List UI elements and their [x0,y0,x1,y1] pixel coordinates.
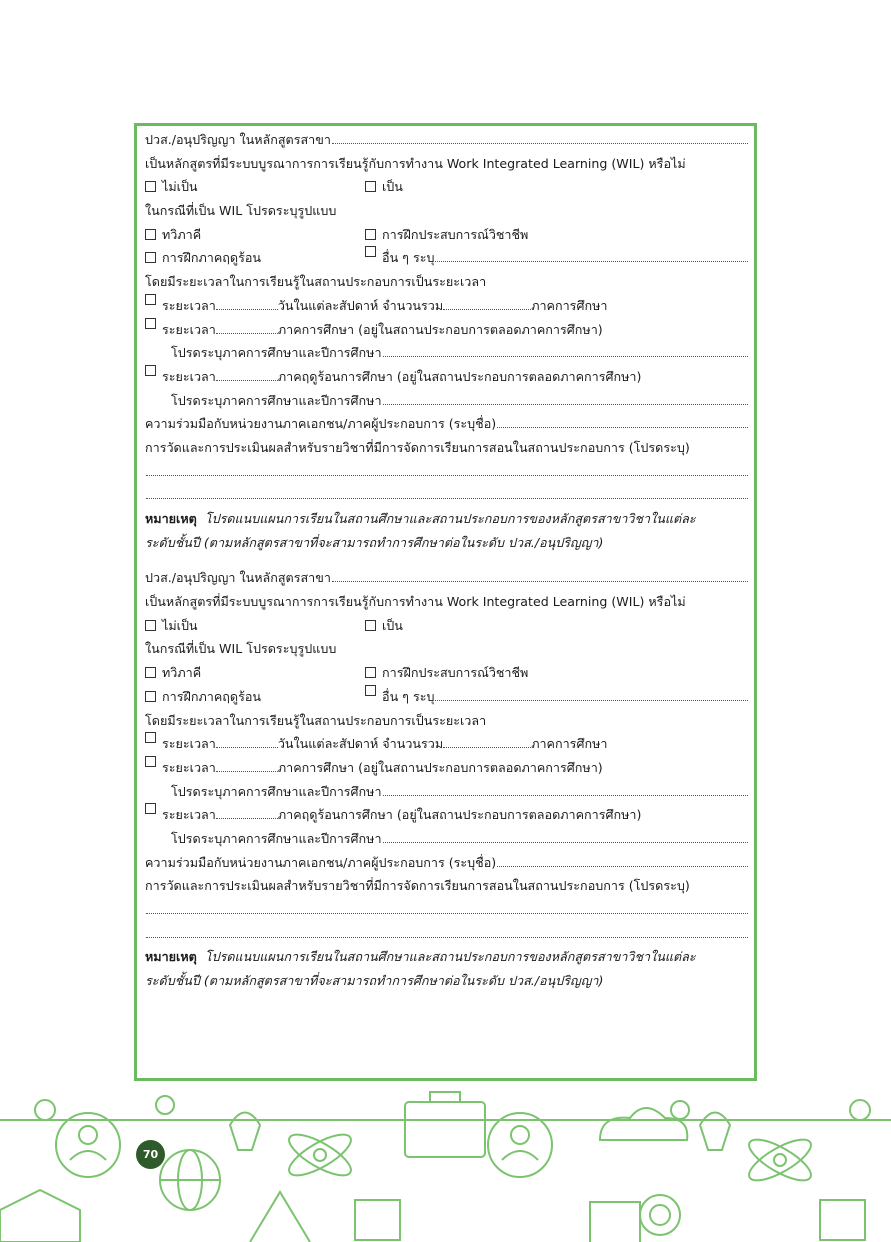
eval-row [145,436,748,460]
gear-icon [35,1100,55,1120]
duration-row [145,756,748,780]
wil-question-text: เป็นหลักสูตรที่มีระบบบูรณาการการเรียนรู้กับการทำงาน Work Integrated Learning (WIL) หรือไม่ [145,155,686,171]
option-row [145,223,748,247]
option-prof-label: การฝึกประสบการณ์วิชาชีพ [382,665,529,681]
checkbox-summer[interactable] [145,252,156,263]
program-label: ปวส./อนุปริญญา ในหลักสูตรสาขา [145,132,331,147]
option-row [145,175,748,199]
spec-label: โปรดระบุภาคการศึกษาและปีการศึกษา [171,392,382,408]
note-row [145,945,748,969]
program-label: ปวส./อนุปริญญา ในหลักสูตรสาขา [145,570,331,586]
fill-line[interactable] [216,294,278,310]
spec-label: โปรดระบุภาคการศึกษาและปีการศึกษา [171,345,382,361]
fill-line[interactable] [497,851,748,867]
note-row [145,507,748,531]
duration-label: ระยะเวลา [162,759,216,775]
option-other-label: อื่น ๆ ระบุ [382,250,435,266]
page-number: 70 [136,1140,165,1169]
fill-line[interactable] [332,128,748,144]
spec-row [145,341,748,365]
option-no-label: ไม่เป็น [162,617,198,633]
fill-line[interactable] [435,246,748,262]
wil-format [145,199,748,223]
duration-summer-label: ภาคฤดูร้อนการศึกษา (อยู่ในสถานประกอบการตลอดภาคการศึกษา) [277,807,642,823]
note-label: หมายเหตุ [145,511,197,526]
eval-blank-line [145,898,748,922]
option-yes-label: เป็น [382,179,403,195]
checkbox-prof[interactable] [365,229,376,240]
program-line [145,128,748,152]
option-row [145,685,748,709]
checkbox-yes[interactable] [365,181,376,192]
checkbox-duration-2[interactable] [145,756,156,767]
duration-term-label: ภาคการศึกษา (อยู่ในสถานประกอบการตลอดภาคการศึกษา) [277,321,603,337]
eval-blank-line [145,922,748,946]
duration-row [145,803,748,827]
checkbox-duration-3[interactable] [145,803,156,814]
lightbulb-icon [230,1113,260,1151]
duration-label: ระยะเวลา [162,368,216,384]
coop-row [145,851,748,875]
wil-question [145,590,748,614]
fill-line[interactable] [216,318,278,334]
fill-line[interactable] [216,803,278,819]
note-text: ระดับชั้นปี (ตามหลักสูตรสาขาที่จะสามารถทำการศึกษาต่อในระดับ ปวส./อนุปริญญา) [145,973,604,989]
option-row [145,614,748,638]
fill-line[interactable] [497,412,748,428]
footer-illustration [0,1080,891,1242]
form-frame [134,123,757,1081]
coop-label: ความร่วมมือกับหน่วยงานภาคเอกชน/ภาคผู้ประกอบการ (ระบุชื่อ) [145,416,497,432]
fill-line[interactable] [383,341,748,357]
duration-intro-text: โดยมีระยะเวลาในการเรียนรู้ในสถานประกอบการเป็นระยะเวลา [145,274,487,290]
gear-icon [156,1096,174,1114]
program-line [145,566,748,590]
checkbox-other[interactable] [365,685,376,696]
duration-row [145,318,748,342]
duration-term-label: ภาคการศึกษา (อยู่ในสถานประกอบการตลอดภาคการศึกษา) [277,759,603,775]
eval-label: การวัดและการประเมินผลสำหรับรายวิชาที่มีการจัดการเรียนการสอนในสถานประกอบการ (โปรดระบุ) [145,878,690,894]
duration-row [145,294,748,318]
duration-row [145,365,748,389]
option-row [145,246,748,270]
option-dual-label: ทวิภาคี [162,665,202,681]
fill-line[interactable] [383,780,748,796]
note-label: หมายเหตุ [145,949,197,965]
option-prof-label: การฝึกประสบการณ์วิชาชีพ [382,226,529,242]
duration-label: ระยะเวลา [162,807,216,823]
note-text: โปรดแนบแผนการเรียนในสถานศึกษาและสถานประกอบการของหลักสูตรสาขาวิชาในแต่ละ [204,949,696,965]
wil-question [145,152,748,176]
duration-intro-text: โดยมีระยะเวลาในการเรียนรู้ในสถานประกอบการเป็นระยะเวลา [145,712,487,728]
form-content [145,128,748,993]
checkbox-duration-2[interactable] [145,318,156,329]
eval-label: การวัดและการประเมินผลสำหรับรายวิชาที่มีการจัดการเรียนการสอนในสถานประกอบการ (โปรดระบุ) [145,439,690,455]
wil-format-text: ในกรณีที่เป็น WIL โปรดระบุรูปแบบ [145,641,337,657]
section-gap [145,554,748,566]
duration-label: ระยะเวลา [162,297,216,313]
duration-summer-label: ภาคฤดูร้อนการศึกษา (อยู่ในสถานประกอบการตลอดภาคการศึกษา) [277,368,642,384]
option-summer-label: การฝึกภาคฤดูร้อน [162,688,262,704]
option-other-label: อื่น ๆ ระบุ [382,688,435,704]
atom-icon [314,1149,326,1161]
checkbox-prof[interactable] [365,667,376,678]
cloud-icon [600,1108,687,1140]
fill-line[interactable] [146,460,748,476]
spec-row [145,389,748,413]
briefcase-icon [405,1102,485,1157]
checkbox-no[interactable] [145,181,156,192]
eval-row [145,874,748,898]
duration-intro [145,270,748,294]
eval-blank-line [145,483,748,507]
checkbox-no[interactable] [145,620,156,631]
option-yes-label: เป็น [382,617,403,633]
option-no-label: ไม่เป็น [162,179,198,195]
spec-label: โปรดระบุภาคการศึกษาและปีการศึกษา [171,830,382,846]
checkbox-other[interactable] [365,246,376,257]
fill-line[interactable] [146,898,748,914]
wil-format [145,637,748,661]
note-text: ระดับชั้นปี (ตามหลักสูตรสาขาที่จะสามารถทำการศึกษาต่อในระดับ ปวส./อนุปริญญา) [145,534,604,550]
fill-line[interactable] [383,389,748,405]
wil-format-text: ในกรณีที่เป็น WIL โปรดระบุรูปแบบ [145,203,337,219]
checkbox-duration-3[interactable] [145,365,156,376]
duration-intro [145,709,748,733]
option-row [145,661,748,685]
spec-label: โปรดระบุภาคการศึกษาและปีการศึกษา [171,783,382,799]
fill-line[interactable] [332,566,748,582]
fill-line[interactable] [443,732,531,748]
checkbox-dual[interactable] [145,229,156,240]
checkbox-dual[interactable] [145,667,156,678]
fill-line[interactable] [216,756,278,772]
duration-row [145,732,748,756]
duration-term-label: ภาคการศึกษา [531,736,608,752]
coop-row [145,412,748,436]
document-icon [355,1200,400,1240]
fill-line[interactable] [383,827,748,843]
checkbox-yes[interactable] [365,620,376,631]
spec-row [145,780,748,804]
option-dual-label: ทวิภาคี [162,226,202,242]
duration-label: ระยะเวลา [162,736,216,752]
option-summer-label: การฝึกภาคฤดูร้อน [162,250,262,266]
coop-label: ความร่วมมือกับหน่วยงานภาคเอกชน/ภาคผู้ประกอบการ (ระบุชื่อ) [145,854,497,870]
fill-line[interactable] [146,483,748,499]
note-row [145,531,748,555]
eval-blank-line [145,460,748,484]
note-text: โปรดแนบแผนการเรียนในสถานศึกษาและสถานประกอบการของหลักสูตรสาขาวิชาในแต่ละ [204,511,696,526]
checkbox-duration-1[interactable] [145,732,156,743]
fill-line[interactable] [146,922,748,938]
spec-row [145,827,748,851]
fill-line[interactable] [216,365,278,381]
duration-term-label: ภาคการศึกษา [531,297,608,313]
duration-days-label: วันในแต่ละสัปดาห์ จำนวนรวม [277,297,444,313]
duration-label: ระยะเวลา [162,321,216,337]
checkbox-duration-1[interactable] [145,294,156,305]
wil-question-text: เป็นหลักสูตรที่มีระบบบูรณาการการเรียนรู้กับการทำงาน Work Integrated Learning (WIL) หรือไม่ [145,594,686,610]
checkbox-summer[interactable] [145,691,156,702]
duration-days-label: วันในแต่ละสัปดาห์ จำนวนรวม [277,736,444,752]
fill-line[interactable] [216,732,278,748]
note-row [145,969,748,993]
fill-line[interactable] [443,294,531,310]
fill-line[interactable] [435,685,748,701]
